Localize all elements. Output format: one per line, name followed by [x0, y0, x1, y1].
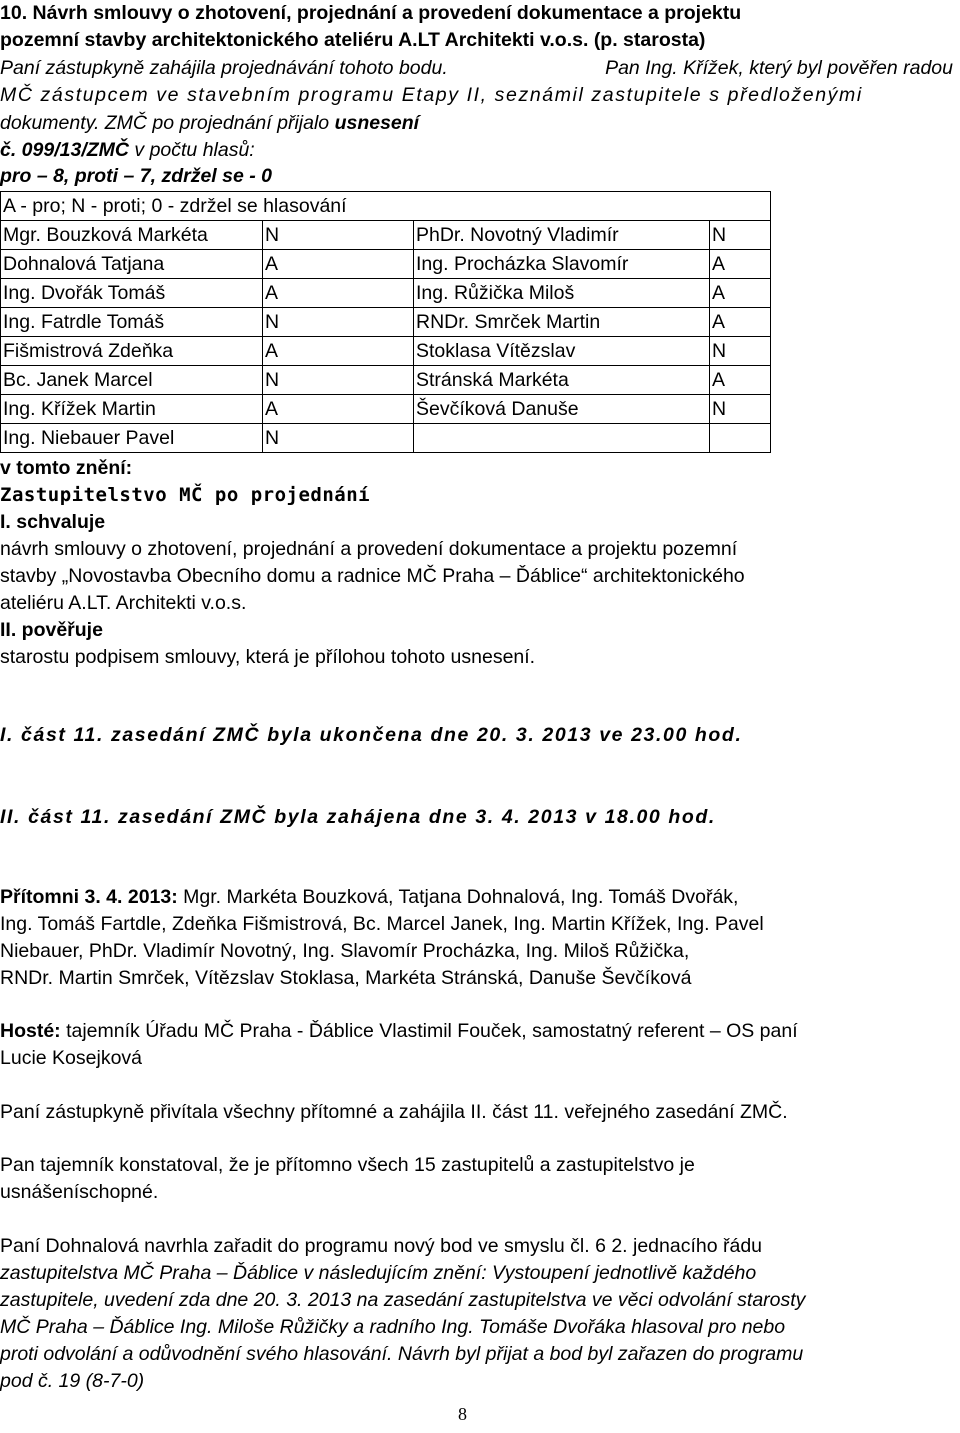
member-vote: A — [263, 250, 414, 279]
table-row — [1, 395, 771, 424]
member-name: Ševčíková Danuše — [414, 395, 710, 424]
member-vote: N — [710, 221, 771, 250]
resolution-body: Zastupitelstvo MČ po projednání — [0, 484, 371, 506]
page-number: 8 — [458, 1404, 467, 1424]
member-vote: N — [263, 366, 414, 395]
proposal-line-1: Paní Dohnalová navrhla zařadit do programu nový bod ve smyslu čl. 6 2. jednacího řádu — [0, 1235, 763, 1257]
member-vote: A — [263, 279, 414, 308]
present-label: Přítomni 3. 4. 2013: — [0, 886, 178, 908]
member-name: Ing. Růžička Miloš — [414, 279, 710, 308]
table-row — [1, 337, 771, 366]
session-start-note: II. část 11. zasedání ZMČ byla zahájena dne 3. 4. 2013 v 18.00 hod. — [0, 806, 716, 828]
proposal-line-6: pod č. 19 (8-7-0) — [0, 1370, 145, 1392]
session-end-note: I. část 11. zasedání ZMČ byla ukončena dne 20. 3. 2013 ve 23.00 hod. — [0, 724, 743, 746]
proposal-line-4: MČ Praha – Ďáblice Ing. Miloše Růžičky a radního Ing. Tomáše Dvořáka hlasoval pro nebo — [0, 1316, 786, 1338]
member-vote: A — [710, 308, 771, 337]
item-heading-line-2: pozemní stavby architektonického ateliéru A.LT Architekti v.o.s. (p. starosta) — [0, 29, 706, 51]
resolution-part-2-label: II. pověřuje — [0, 619, 103, 641]
vote-table-header-row — [1, 192, 771, 221]
intro-line-1: Paní zástupkyně zahájila projednávání tohoto bodu. Pan Ing. Křížek, který byl pověřen radou — [0, 57, 953, 79]
member-name: RNDr. Smrček Martin — [414, 308, 710, 337]
guests-line-2: Lucie Kosejková — [0, 1047, 143, 1069]
empty-cell — [414, 424, 710, 453]
resolution-in-wording: v tomto znění: — [0, 457, 133, 479]
present-line-4: RNDr. Martin Smrček, Vítězslav Stoklasa, Markéta Stránská, Danuše Ševčíková — [0, 967, 692, 989]
table-row — [1, 308, 771, 337]
quorum-line-1: Pan tajemník konstatoval, že je přítomno všech 15 zastupitelů a zastupitelstvo je — [0, 1154, 695, 1176]
intro-line-3: dokumenty. ZMČ po projednání přijalo usnesení — [0, 112, 420, 134]
table-row — [1, 250, 771, 279]
member-name: Ing. Dvořák Tomáš — [1, 279, 263, 308]
member-vote: A — [710, 366, 771, 395]
resolution-number: č. 099/13/ZMČ — [0, 139, 129, 161]
guests-label: Hosté: — [0, 1020, 61, 1042]
resolution-part-1-line-3: ateliéru A.LT. Architekti v.o.s. — [0, 592, 247, 614]
member-vote: N — [710, 395, 771, 424]
guests-line-1: Hosté: tajemník Úřadu MČ Praha - Ďáblice Vlastimil Fouček, samostatný referent – OS paní — [0, 1020, 798, 1042]
member-name: Mgr. Bouzková Markéta — [1, 221, 263, 250]
empty-cell — [710, 424, 771, 453]
member-vote: A — [263, 337, 414, 366]
welcome-paragraph: Paní zástupkyně přivítala všechny přítomné a zahájila II. část 11. veřejného zasedání ZMČ. — [0, 1101, 788, 1123]
vote-summary: pro – 8, proti – 7, zdržel se - 0 — [0, 165, 273, 187]
present-line-2: Ing. Tomáš Fartdle, Zdeňka Fišmistrová, Bc. Marcel Janek, Ing. Martin Křížek, Ing. Pavel — [0, 913, 764, 935]
member-name: Stránská Markéta — [414, 366, 710, 395]
member-vote: N — [263, 424, 414, 453]
member-vote: A — [710, 250, 771, 279]
item-heading-line-1: 10. Návrh smlouvy o zhotovení, projednání a provedení dokumentace a projektu — [0, 2, 742, 24]
member-vote: N — [263, 221, 414, 250]
member-name: Fišmistrová Zdeňka — [1, 337, 263, 366]
present-line-1: Přítomni 3. 4. 2013: Mgr. Markéta Bouzková, Tatjana Dohnalová, Ing. Tomáš Dvořák, — [0, 886, 739, 908]
resolution-part-2-line-1: starostu podpisem smlouvy, která je přílohou tohoto usnesení. — [0, 646, 536, 668]
member-vote: N — [263, 308, 414, 337]
resolution-keyword: usnesení — [334, 112, 420, 134]
vote-table — [0, 191, 771, 453]
member-name: Bc. Janek Marcel — [1, 366, 263, 395]
member-name: Ing. Procházka Slavomír — [414, 250, 710, 279]
quorum-line-2: usnášeníschopné. — [0, 1181, 159, 1203]
vote-legend: A - pro; N - proti; 0 - zdržel se hlasování — [1, 192, 771, 221]
intro-line-4: č. 099/13/ZMČ v počtu hlasů: — [0, 139, 255, 161]
proposal-line-3: zastupitele, uvedení zda dne 20. 3. 2013 na zasedání zastupitelstva ve věci odvolání starosty — [0, 1289, 806, 1311]
table-row — [1, 279, 771, 308]
table-row — [1, 424, 771, 453]
proposal-line-5: proti odvolání a odůvodnění svého hlasování. Návrh byl přijat a bod byl zařazen do programu — [0, 1343, 804, 1365]
member-vote: A — [263, 395, 414, 424]
resolution-part-1-line-2: stavby „Novostavba Obecního domu a radnice MČ Praha – Ďáblice“ architektonického — [0, 565, 745, 587]
present-line-3: Niebauer, PhDr. Vladimír Novotný, Ing. Slavomír Procházka, Ing. Miloš Růžička, — [0, 940, 690, 962]
member-vote: N — [710, 337, 771, 366]
proposal-line-2: zastupitelstva MČ Praha – Ďáblice v následujícím znění: Vystoupení jednotlivě každého — [0, 1262, 757, 1284]
member-name: Ing. Křížek Martin — [1, 395, 263, 424]
resolution-part-1-line-1: návrh smlouvy o zhotovení, projednání a provedení dokumentace a projektu pozemní — [0, 538, 738, 560]
member-name: PhDr. Novotný Vladimír — [414, 221, 710, 250]
member-name: Stoklasa Vítězslav — [414, 337, 710, 366]
member-name: Ing. Fatrdle Tomáš — [1, 308, 263, 337]
member-name: Ing. Niebauer Pavel — [1, 424, 263, 453]
resolution-part-1-label: I. schvaluje — [0, 511, 106, 533]
table-row — [1, 366, 771, 395]
member-vote: A — [710, 279, 771, 308]
member-name: Dohnalová Tatjana — [1, 250, 263, 279]
intro-line-2: MČ zástupcem ve stavebním programu Etapy II, seznámil zastupitele s předloženými — [0, 84, 863, 106]
table-row — [1, 221, 771, 250]
